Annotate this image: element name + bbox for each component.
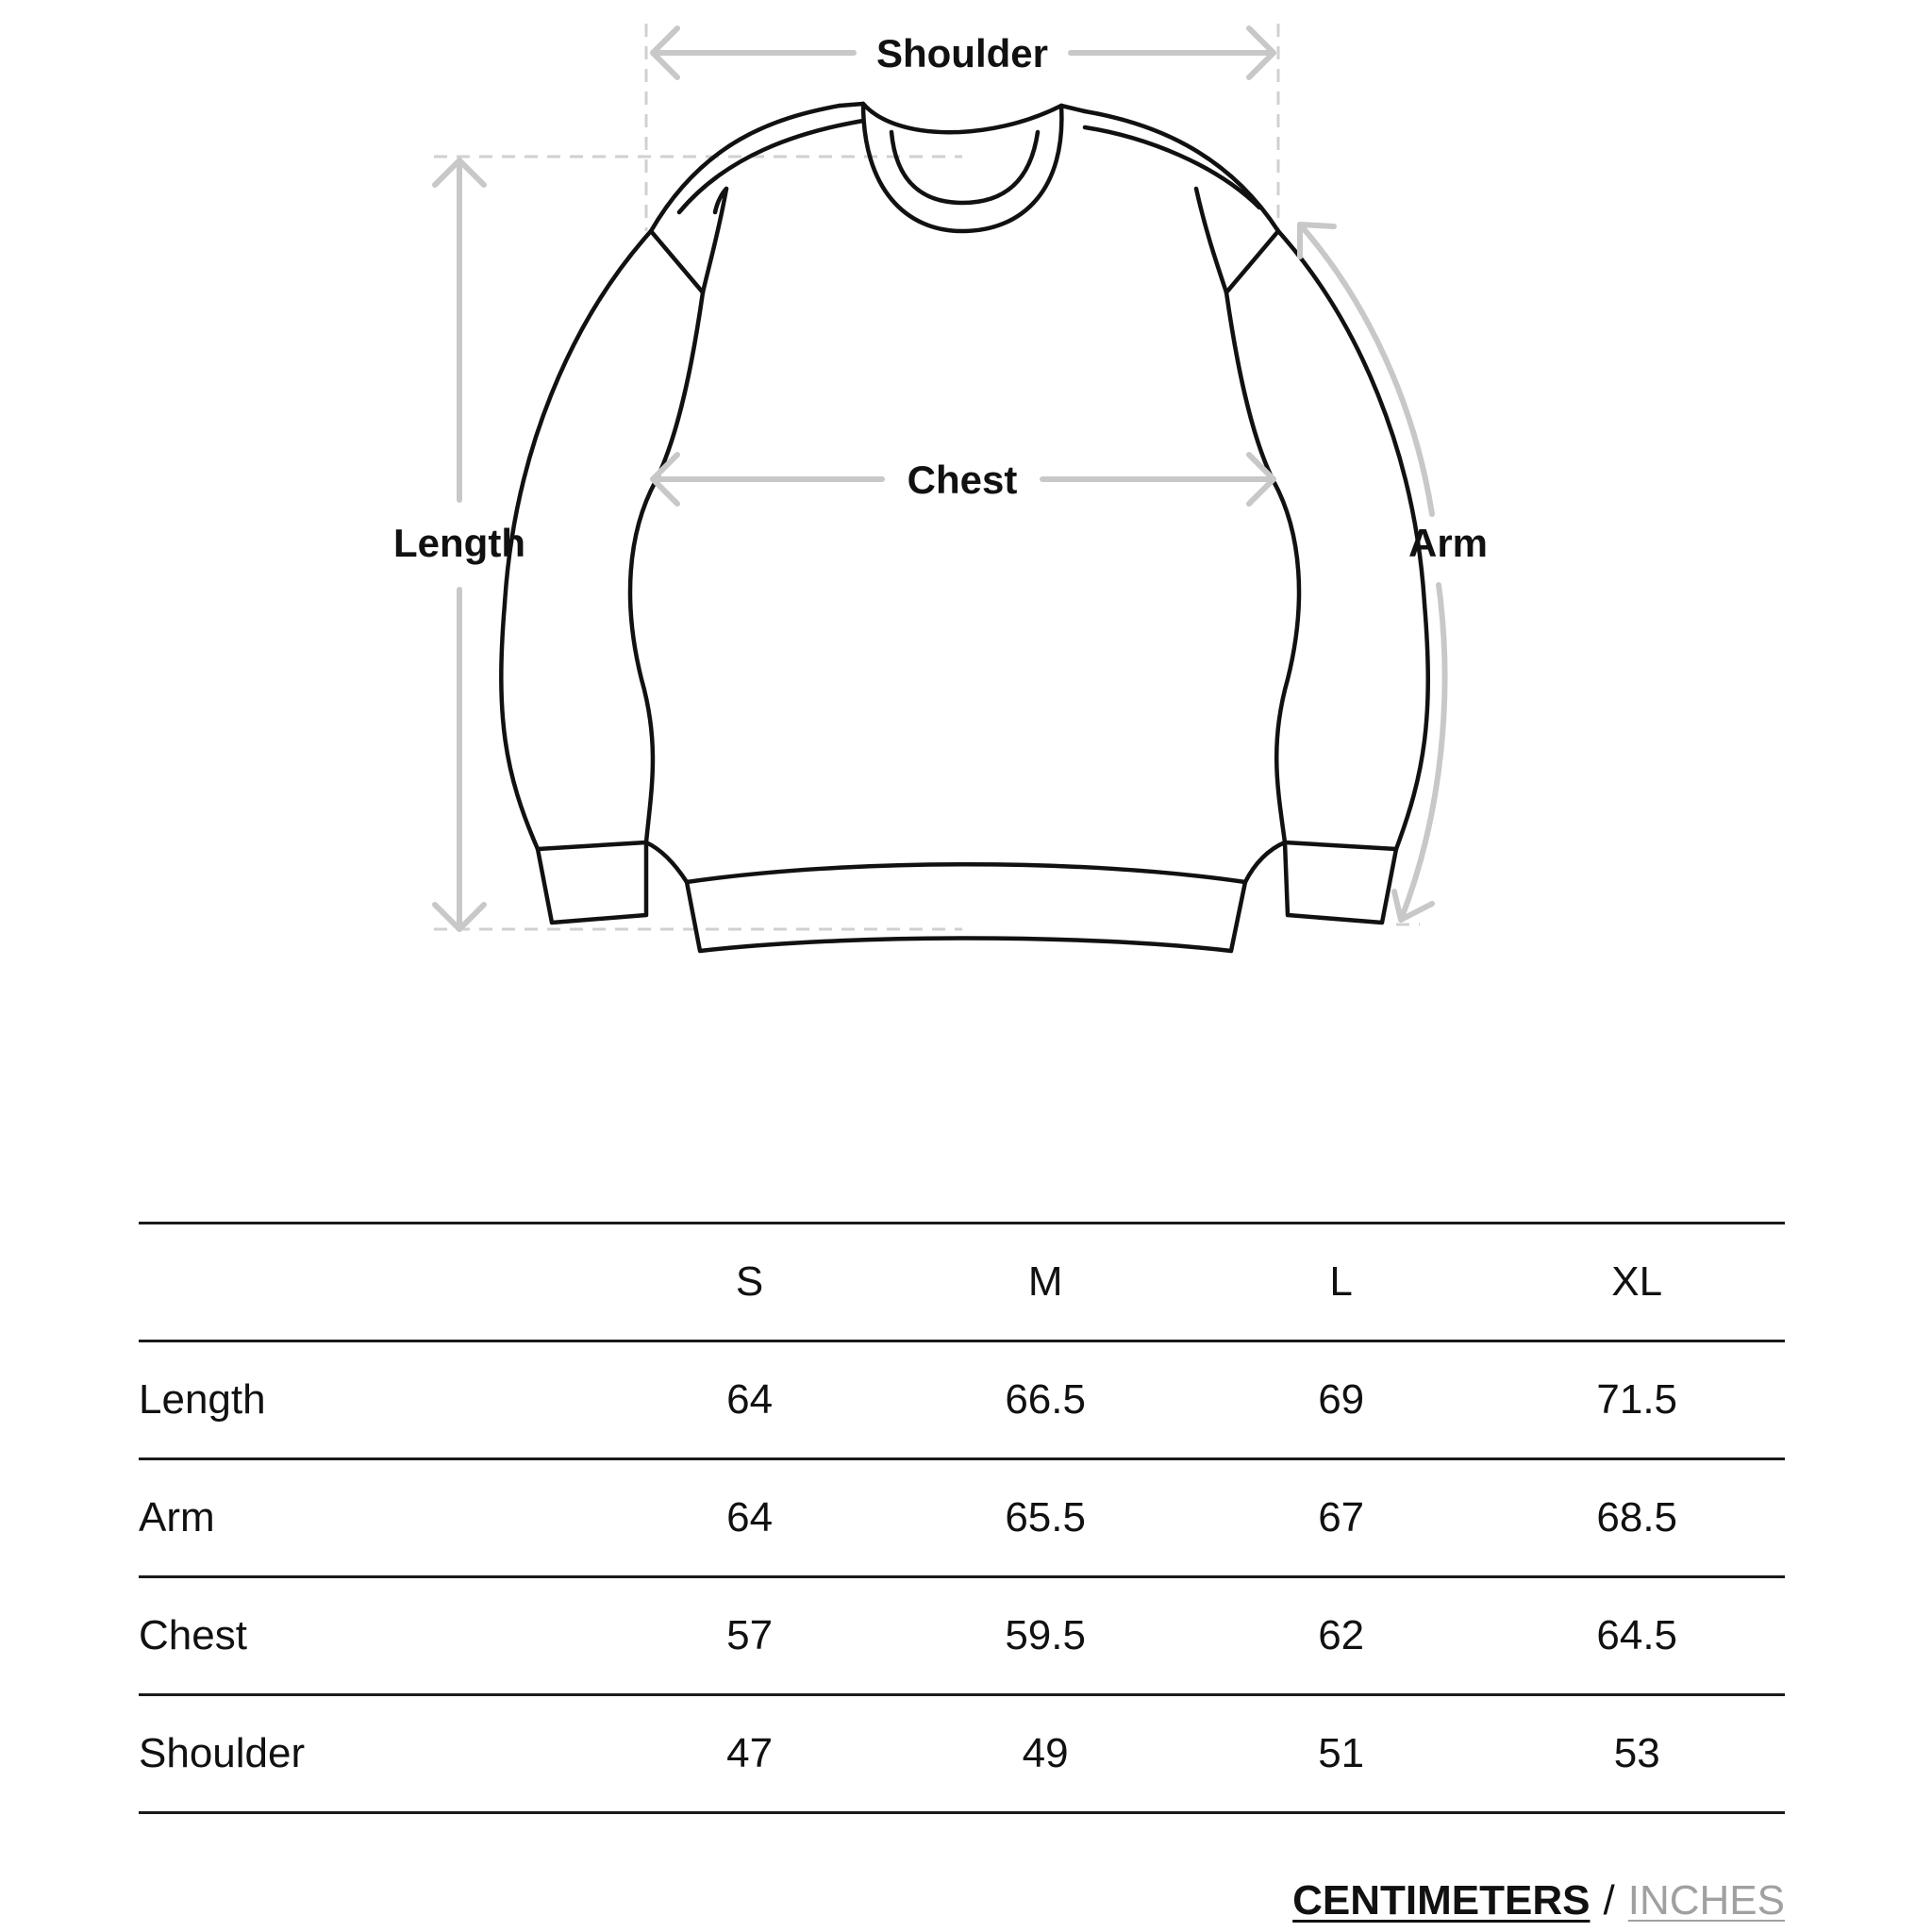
shoulder-dimension-label: Shoulder: [875, 31, 1049, 75]
cell-value: 64.5: [1596, 1612, 1678, 1658]
row-label: Shoulder: [139, 1730, 306, 1776]
table-row: [139, 1341, 1785, 1459]
size-chart-table: [139, 1222, 1785, 1814]
cell-value: 64: [726, 1494, 774, 1541]
table-row: [139, 1459, 1785, 1577]
inches-unit-link[interactable]: INCHES: [1627, 1877, 1785, 1924]
cell-value: 62: [1318, 1612, 1365, 1658]
cell-value: 67: [1318, 1494, 1365, 1541]
cell-value: 49: [1022, 1730, 1069, 1776]
cell-value: 65.5: [1005, 1494, 1086, 1541]
row-label: Length: [139, 1376, 266, 1423]
arm-dimension-label: Arm: [1407, 521, 1489, 565]
cell-value: 69: [1318, 1376, 1365, 1423]
table-header-row: [139, 1224, 1785, 1341]
centimeters-unit-link[interactable]: CENTIMETERS: [1292, 1877, 1591, 1924]
cell-value: 53: [1613, 1730, 1660, 1776]
row-label: Arm: [139, 1494, 215, 1541]
unit-separator: /: [1603, 1877, 1615, 1924]
row-label: Chest: [139, 1612, 247, 1658]
header-cell-size-l: L: [1329, 1258, 1353, 1305]
cell-value: 57: [726, 1612, 774, 1658]
cell-value: 71.5: [1596, 1376, 1678, 1423]
cell-value: 66.5: [1005, 1376, 1086, 1423]
header-cell-empty: [139, 1224, 602, 1341]
length-dimension-label: Length: [393, 521, 525, 565]
cell-value: 47: [726, 1730, 774, 1776]
cell-value: 68.5: [1596, 1494, 1678, 1541]
chest-dimension-label: Chest: [907, 458, 1018, 502]
cell-value: 59.5: [1005, 1612, 1086, 1658]
cell-value: 51: [1318, 1730, 1365, 1776]
table-row: [139, 1577, 1785, 1695]
sweatshirt-outline: [501, 104, 1427, 951]
table-row: [139, 1695, 1785, 1813]
unit-toggle: [1292, 1877, 1785, 1924]
header-cell-size-s: S: [735, 1258, 764, 1305]
header-cell-size-m: M: [1027, 1258, 1063, 1305]
cell-value: 64: [726, 1376, 774, 1423]
header-cell-size-xl: XL: [1611, 1258, 1663, 1305]
